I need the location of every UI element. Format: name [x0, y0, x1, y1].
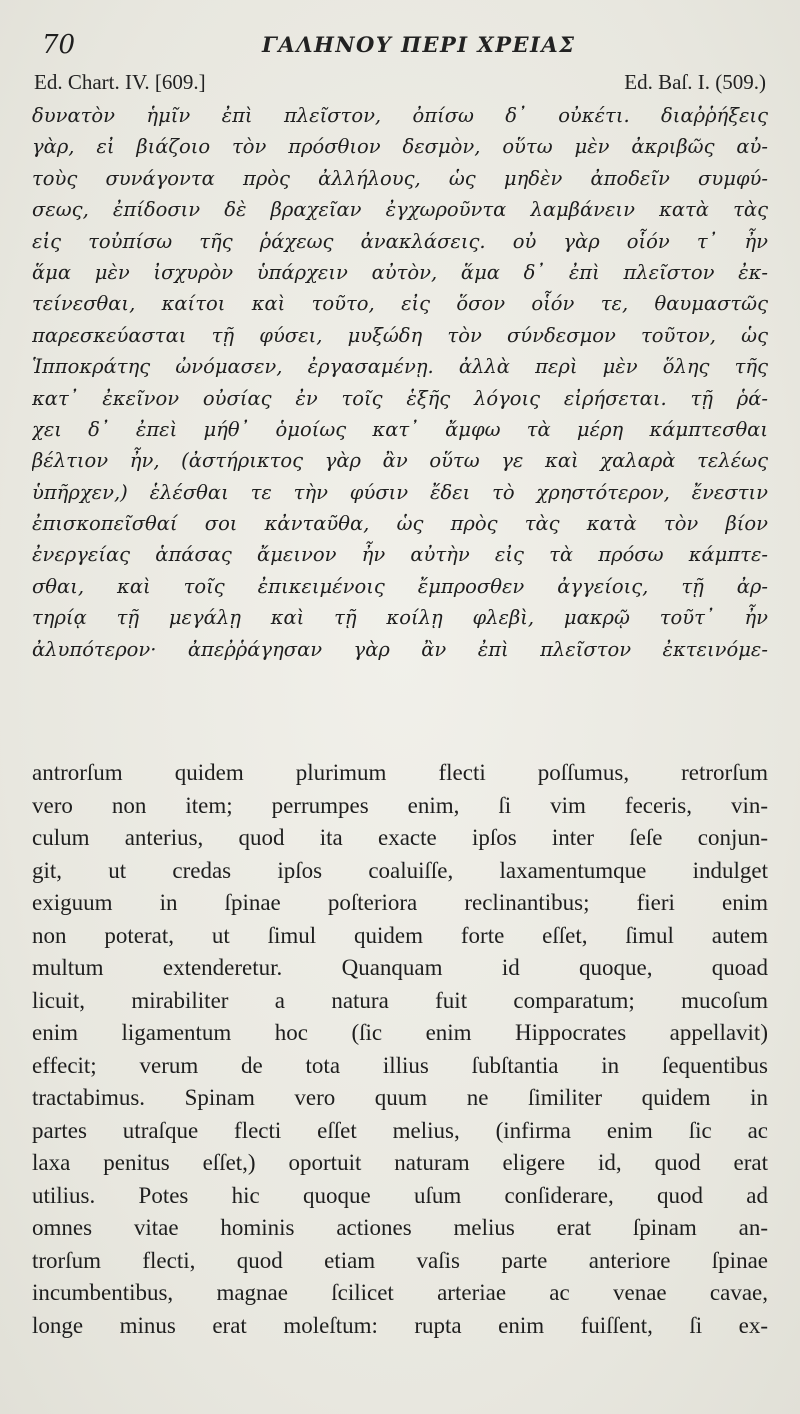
latin-line: longe minus erat moleſtum: rupta enim fuiſſent, ſi ex-	[32, 1312, 768, 1338]
latin-line: partes utraſque flecti eſſet melius, (infirma enim ſic ac	[32, 1117, 768, 1143]
greek-line: ἐπισκοπεῖσθαί σοι κἀνταῦθα, ὡς πρὸς τὰς κατὰ τὸν βίον	[32, 512, 768, 536]
greek-line: γὰρ, εἰ βιάζοιο τὸν πρόσθιον δεσμὸν, οὕτω μὲν ἀκριβῶς αὐ-	[32, 135, 768, 159]
latin-line: trorſum flecti, quod etiam vaſis parte anteriore ſpinae	[32, 1247, 768, 1273]
page-number: 70	[42, 30, 76, 60]
latin-line: antrorſum quidem plurimum flecti poſſumus, retrorſum	[32, 760, 768, 785]
latin-text-block	[32, 757, 768, 1342]
latin-line: git, ut credas ipſos coaluiſſe, laxamentumque indulget	[32, 857, 768, 883]
greek-line: δυνατὸν ἡμῖν ἐπὶ πλεῖστον, ὀπίσω δ᾽ οὐκέτι. διαῤῥήξεις	[32, 104, 768, 127]
greek-line: ἐνεργείας ἁπάσας ἄμεινον ἦν αὐτὴν εἰς τὰ πρόσω κάμπτε-	[32, 543, 768, 567]
greek-line: βέλτιον ἦν, (ἀστήρικτος γὰρ ἂν οὕτω γε καὶ χαλαρὰ τελέως	[32, 449, 768, 473]
latin-line: tractabimus. Spinam vero quum ne ſimiliter quidem in	[32, 1085, 768, 1110]
greek-line: εἰς τοὐπίσω τῆς ῥάχεως ἀνακλάσεις. οὐ γὰρ οἷόν τ᾽ ἦν	[32, 229, 768, 253]
greek-line: σθαι, καὶ τοῖς ἐπικειμένοις ἔμπροσθεν ἀγγείοις, τῇ ἀρ-	[32, 574, 768, 598]
greek-line: ἀλυπότερον· ἀπεῤῥάγησαν γὰρ ἂν ἐπὶ πλεῖστον ἐκτεινόμε-	[32, 637, 768, 661]
latin-line: non poterat, ut ſimul quidem forte eſſet, ſimul autem	[32, 922, 768, 948]
greek-line: τοὺς συνάγοντα πρὸς ἀλλήλους, ὡς μηδὲν ἀποδεῖν συμφύ-	[32, 166, 768, 190]
edition-references	[34, 70, 766, 96]
latin-line: incumbentibus, magnae ſcilicet arteriae ac venae cavae,	[32, 1280, 768, 1305]
running-title: ΓΑΛΗΝΟΥ ΠΕΡΙ ΧΡΕΙΑΣ	[262, 32, 576, 57]
latin-line: laxa penitus eſſet,) oportuit naturam eligere id, quod erat	[32, 1150, 768, 1175]
latin-line: omnes vitae hominis actiones melius erat ſpinam an-	[32, 1215, 768, 1240]
greek-line: τηρίᾳ τῇ μεγάλῃ καὶ τῇ κοίλῃ φλεβὶ, μακρῷ τοῦτ᾽ ἦν	[32, 606, 768, 630]
greek-line: Ἱπποκράτης ὠνόμασεν, ἐργασαμένῃ. ἀλλὰ περὶ μὲν ὅλης τῆς	[32, 355, 768, 379]
latin-line: vero non item; perrumpes enim, ſi vim feceris, vin-	[32, 792, 768, 818]
latin-line: exiguum in ſpinae poſteriora reclinantibus; fieri enim	[32, 890, 768, 915]
greek-line: σεως, ἐπίδοσιν δὲ βραχεῖαν ἐγχωροῦντα λαμβάνειν κατὰ τὰς	[32, 198, 768, 222]
greek-line: κατ᾽ ἐκεῖνον οὐσίας ἐν τοῖς ἑξῆς λόγοις εἰρήσεται. τῇ ῥά-	[32, 386, 768, 410]
page-header	[32, 30, 768, 64]
latin-line: effecit; verum de tota illius ſubſtantia in ſequentibus	[32, 1052, 768, 1078]
latin-line: multum extenderetur. Quanquam id quoque, quoad	[32, 955, 768, 980]
greek-line: ὑπῆρχεν,) ἑλέσθαι τε τὴν φύσιν ἔδει τὸ χρηστότερον, ἔνεστιν	[32, 480, 768, 504]
greek-line: ἅμα μὲν ἰσχυρὸν ὑπάρχειν αὐτὸν, ἅμα δ᾽ ἐπὶ πλεῖστον ἐκ-	[32, 260, 768, 284]
latin-line: enim ligamentum hoc (ſic enim Hippocrates appellavit)	[32, 1020, 768, 1045]
greek-line: χει δ᾽ ἐπεὶ μήθ᾽ ὁμοίως κατ᾽ ἄμφω τὰ μέρη κάμπτεσθαι	[32, 417, 768, 441]
greek-line: τείνεσθαι, καίτοι καὶ τοῦτο, εἰς ὅσον οἷόν τε, θαυμαστῶς	[32, 292, 768, 316]
greek-line: παρεσκεύασται τῇ φύσει, μυξώδη τὸν σύνδεσμον τοῦτον, ὡς	[32, 323, 768, 347]
latin-line: licuit, mirabiliter a natura fuit comparatum; mucoſum	[32, 987, 768, 1013]
latin-line: utilius. Potes hic quoque uſum conſiderare, quod ad	[32, 1182, 768, 1208]
edition-reference-right: Ed. Baſ. I. (509.)	[624, 70, 766, 94]
edition-reference-left: Ed. Chart. IV. [609.]	[34, 70, 206, 94]
latin-line: culum anterius, quod ita exacte ipſos inter ſeſe conjun-	[32, 825, 768, 850]
greek-text-block	[32, 100, 768, 665]
